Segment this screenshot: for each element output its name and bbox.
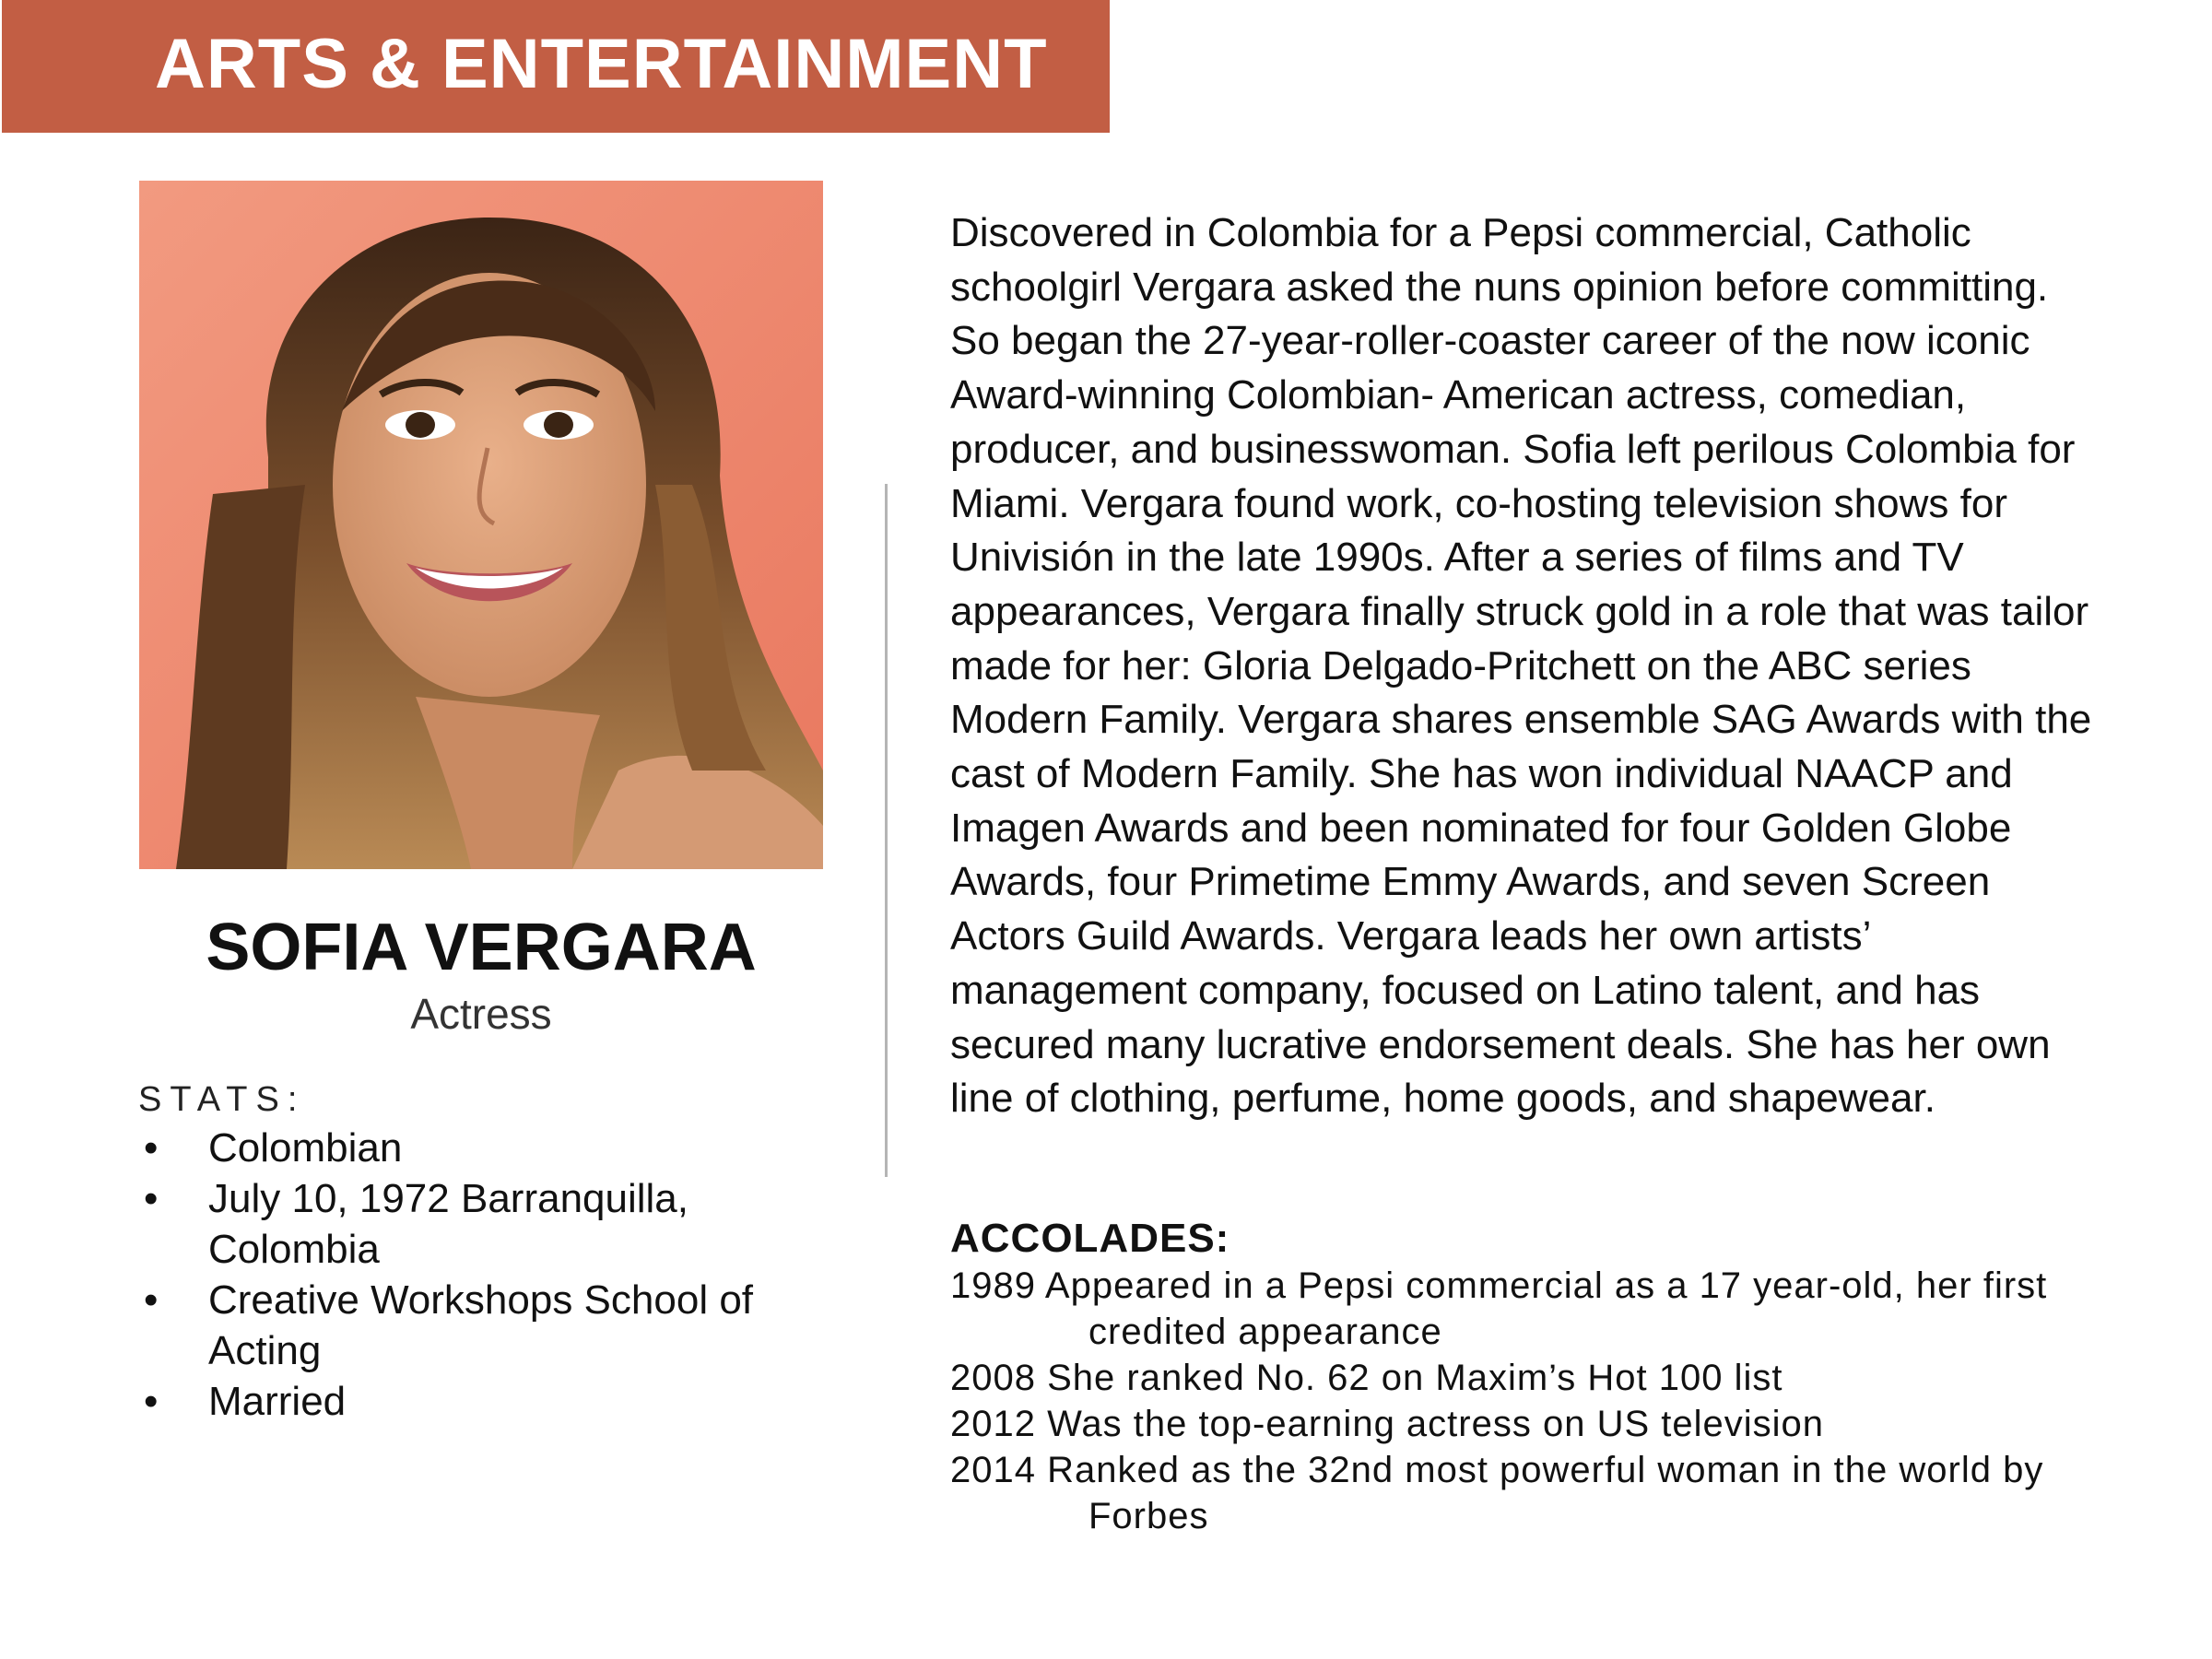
portrait-illustration [139, 181, 823, 869]
bullet-icon: • [144, 1125, 159, 1171]
accolades-list [950, 1263, 2167, 1539]
section-title: ARTS & ENTERTAINMENT [155, 25, 1048, 103]
stats-list [138, 1123, 802, 1427]
bullet-icon: • [144, 1379, 159, 1424]
accolade-item: 2008 She ranked No. 62 on Maxim’s Hot 100 list [950, 1358, 1783, 1398]
person-name: SOFIA VERGARA [206, 911, 757, 984]
accolade-item: 2014 Ranked as the 32nd most powerful woman in the world by Forbes [950, 1450, 2044, 1536]
stats-item: • July 10, 1972 Barranquilla, Colombia [138, 1173, 802, 1275]
stats-heading: STATS: [138, 1080, 306, 1119]
bullet-icon: • [144, 1277, 159, 1323]
accolade-item: 2012 Was the top-earning actress on US television [950, 1404, 1825, 1444]
stats-item: • Married [138, 1376, 802, 1427]
bullet-icon: • [144, 1176, 159, 1221]
accolades-heading: ACCOLADES: [950, 1216, 1230, 1261]
column-divider [885, 484, 888, 1177]
section-banner [2, 0, 1110, 133]
portrait-photo [139, 181, 823, 869]
person-role: Actress [410, 990, 552, 1038]
stats-item: • Creative Workshops School of Acting [138, 1275, 802, 1376]
biography-text: Discovered in Colombia for a Pepsi commercial, Catholic schoolgirl Vergara asked the nuns opinion before committing. So began the 27-year-roller-coaster career of the now iconic Award-winning Colombian- American actress, comedian, producer, and businesswoman. Sofia left perilous Colombia for Miami. Vergara found work, co-hosting television shows for Univisión in the late 1990s. After a series of films and TV appearances, Vergara finally struck gold in a role that was tailor made for her: Gloria Delgado-Pritchett on the ABC series Modern Family. Vergara shares ensemble SAG Awards with the cast of Modern Family. She has won individual NAACP and Imagen Awards and been nominated for four Golden Globe Awards, four Primetime Emmy Awards, and seven Screen Actors Guild Awards. Vergara leads her own artists’ management company, focused on Latino talent, and has secured many lucrative endorsement deals. She has her own line of clothing, perfume, home goods, and shapewear. [950, 210, 2092, 1122]
stats-item: • Colombian [138, 1123, 802, 1173]
accolade-item: 1989 Appeared in a Pepsi commercial as a 17 year-old, her first credited appearance [950, 1265, 2048, 1352]
